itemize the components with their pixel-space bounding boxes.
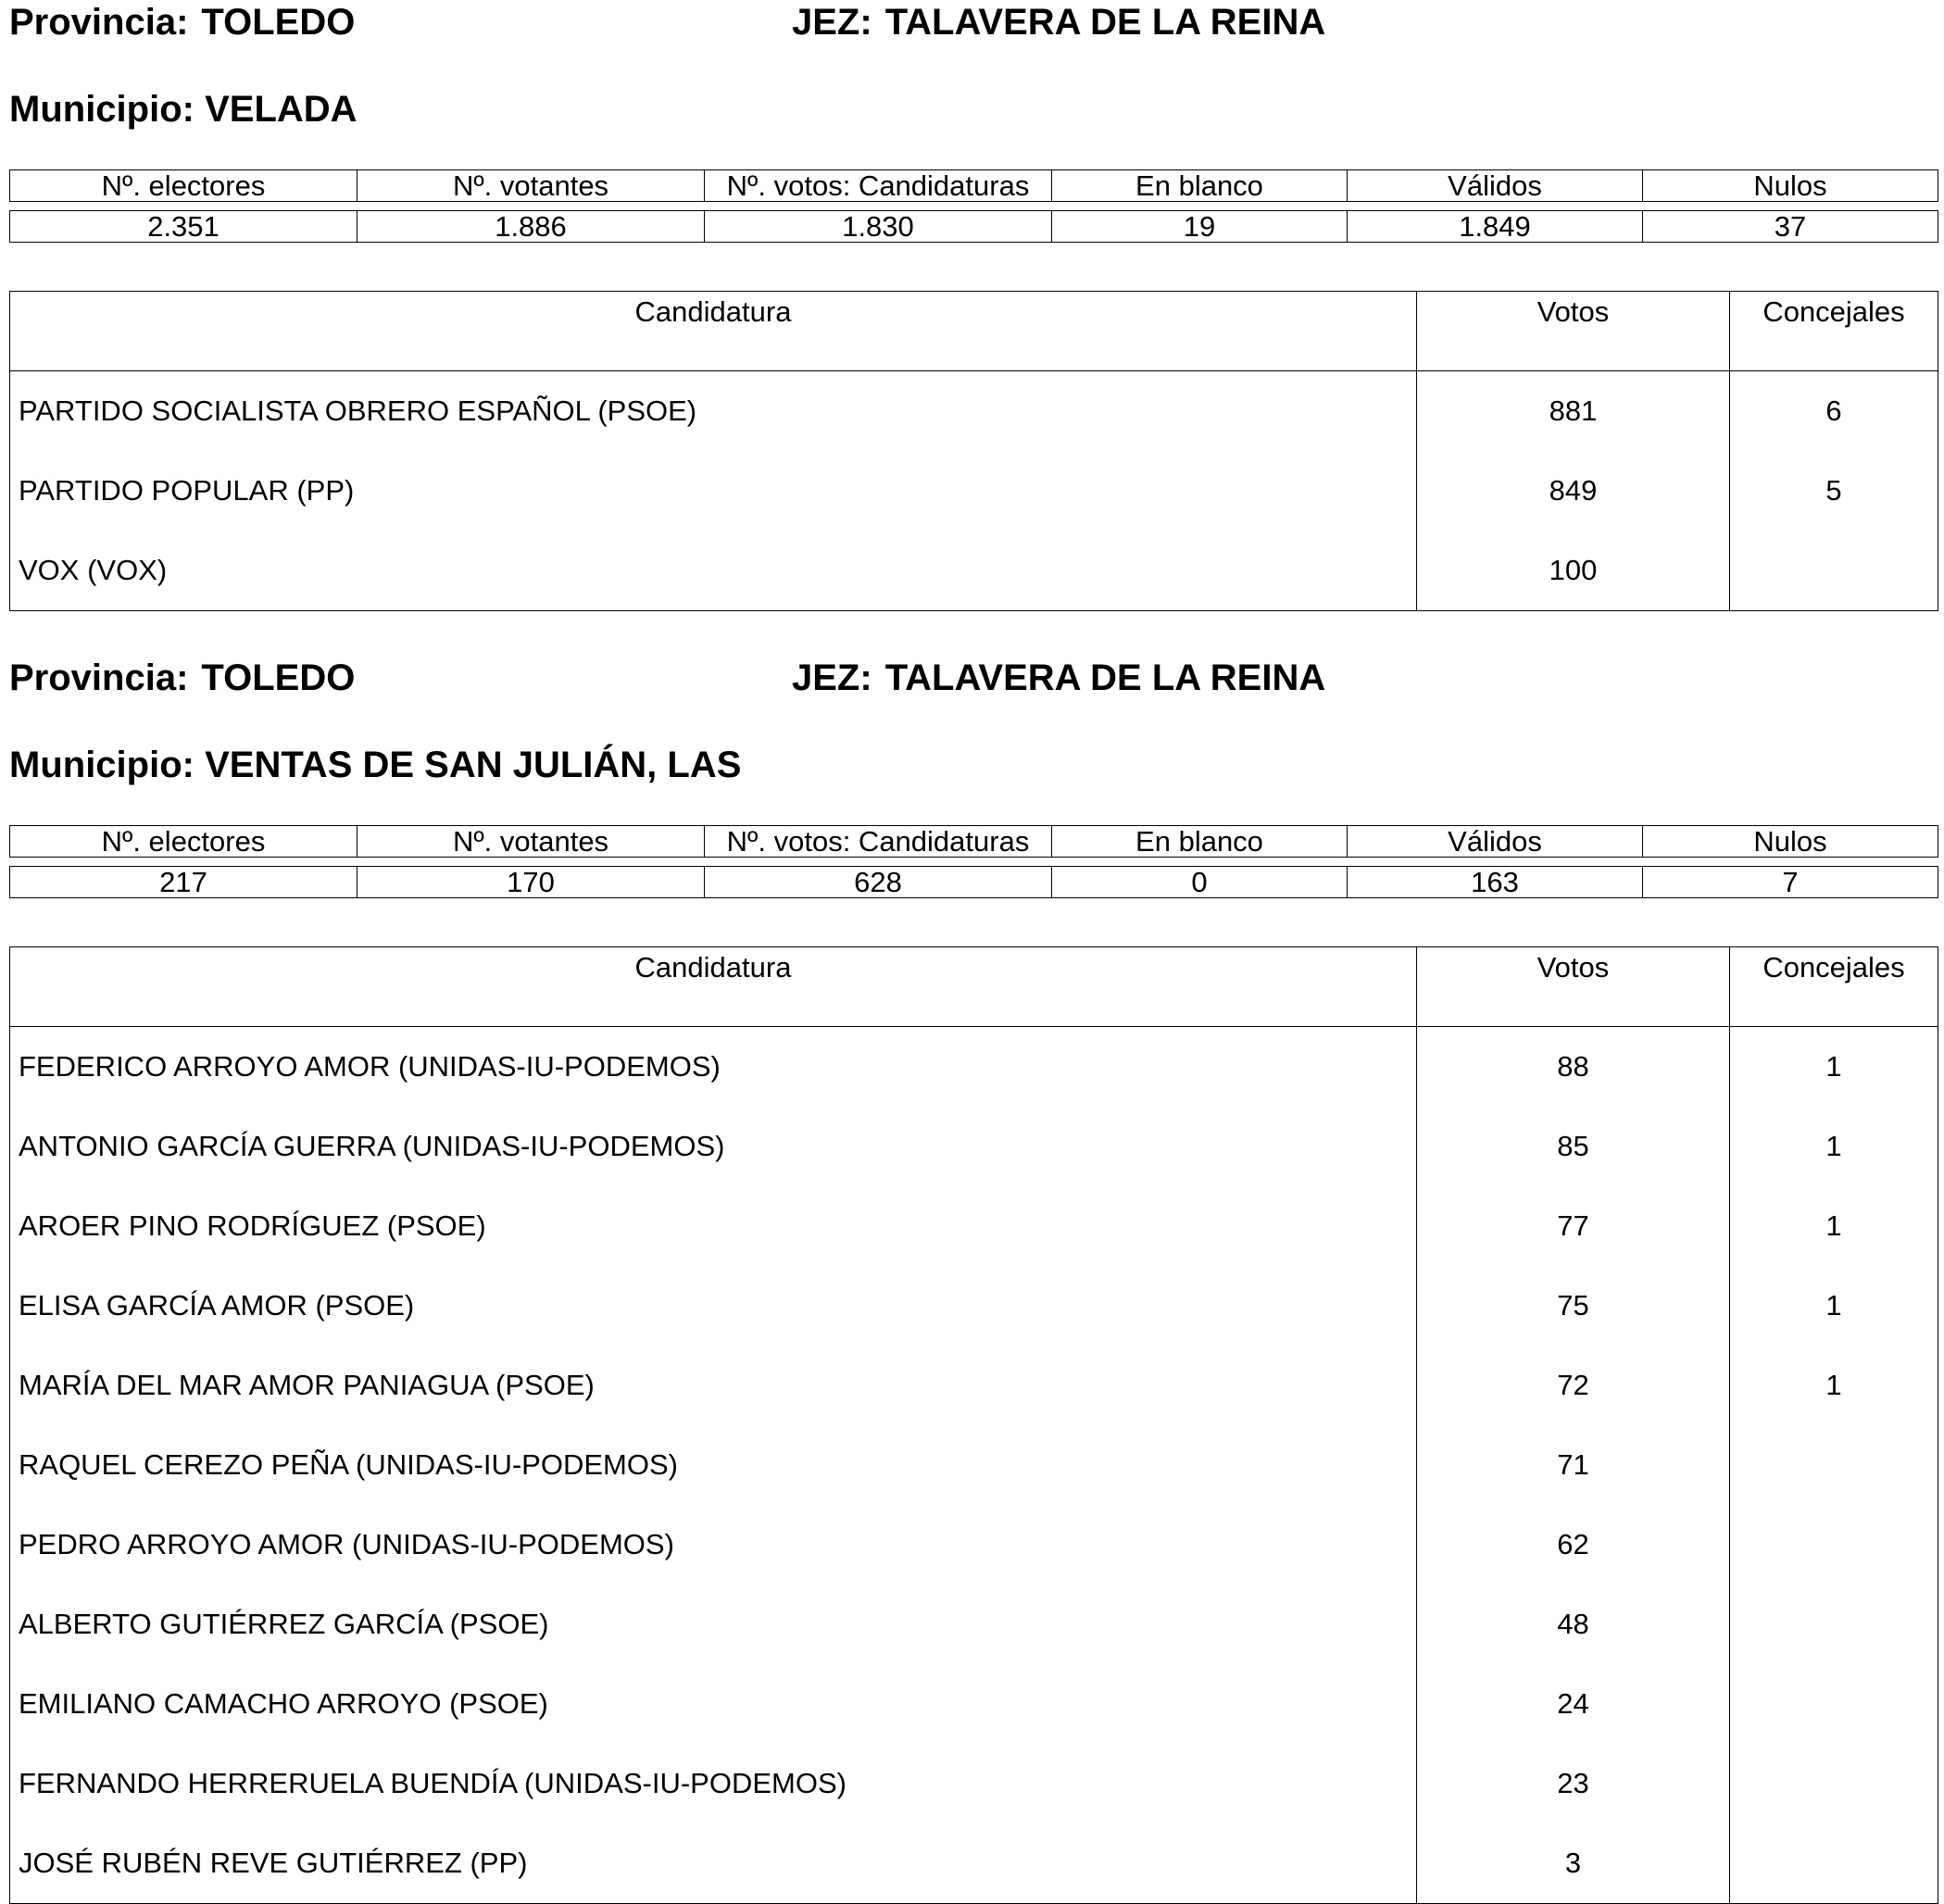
summary-value-cell: 170	[357, 867, 705, 898]
candidate-votos: 881	[1417, 371, 1730, 452]
summary-header-row	[10, 170, 1938, 202]
provincia-value: TOLEDO	[201, 658, 356, 698]
table-row	[10, 531, 1938, 611]
municipio-value: VENTAS DE SAN JULIÁN, LAS	[205, 745, 742, 785]
jez-value: TALAVERA DE LA REINA	[884, 658, 1326, 698]
candidatura-header: Candidatura	[10, 292, 1417, 371]
candidate-votos: 85	[1417, 1107, 1730, 1186]
municipio-heading	[9, 743, 741, 787]
candidate-votos: 100	[1417, 531, 1730, 611]
candidate-name: PEDRO ARROYO AMOR (UNIDAS-IU-PODEMOS)	[10, 1505, 1417, 1585]
summary-header-cell: Nº. votos: Candidaturas	[705, 170, 1052, 202]
municipio-heading	[9, 87, 357, 132]
summary-header-cell: Válidos	[1348, 826, 1643, 858]
summary-header-cell: Válidos	[1348, 170, 1643, 202]
candidate-concejales: 6	[1730, 371, 1938, 452]
summary-header-cell: En blanco	[1052, 170, 1348, 202]
candidate-votos: 71	[1417, 1425, 1730, 1505]
candidate-votos: 77	[1417, 1186, 1730, 1266]
jez-label: JEZ:	[792, 658, 872, 698]
municipio-value: VELADA	[205, 89, 357, 130]
candidate-name: RAQUEL CEREZO PEÑA (UNIDAS-IU-PODEMOS)	[10, 1425, 1417, 1505]
candidate-votos: 75	[1417, 1266, 1730, 1346]
candidate-concejales: 1	[1730, 1107, 1938, 1186]
provincia-heading	[9, 656, 355, 700]
summary-header-cell: Nº. votos: Candidaturas	[705, 826, 1052, 858]
candidate-concejales	[1730, 1425, 1938, 1505]
candidate-name: JOSÉ RUBÉN REVE GUTIÉRREZ (PP)	[10, 1823, 1417, 1904]
candidate-votos: 48	[1417, 1585, 1730, 1664]
table-row	[10, 1027, 1938, 1108]
votos-header: Votos	[1417, 947, 1730, 1027]
summary-value-cell: 0	[1052, 867, 1348, 898]
candidate-votos: 72	[1417, 1346, 1730, 1425]
provincia-label: Provincia:	[9, 658, 189, 698]
summary-value-cell: 1.849	[1348, 211, 1643, 243]
table-row	[10, 1186, 1938, 1266]
votos-header: Votos	[1417, 292, 1730, 371]
candidate-votos: 88	[1417, 1027, 1730, 1108]
candidate-concejales	[1730, 1823, 1938, 1904]
candidate-concejales	[1730, 531, 1938, 611]
provincia-heading	[9, 0, 355, 44]
table-row	[10, 1266, 1938, 1346]
candidate-name: FEDERICO ARROYO AMOR (UNIDAS-IU-PODEMOS)	[10, 1027, 1417, 1108]
summary-value-cell: 217	[10, 867, 357, 898]
candidate-concejales	[1730, 1664, 1938, 1744]
summary-header-cell: Nº. electores	[10, 170, 357, 202]
municipio-label: Municipio:	[9, 89, 194, 130]
candidate-name: PARTIDO SOCIALISTA OBRERO ESPAÑOL (PSOE)	[10, 371, 1417, 452]
summary-header-cell: Nº. electores	[10, 826, 357, 858]
summary-header-cell: Nº. votantes	[357, 170, 705, 202]
table-row	[10, 1585, 1938, 1664]
summary-value-row	[10, 211, 1938, 243]
candidates-header-row	[10, 292, 1938, 371]
provincia-value: TOLEDO	[201, 2, 356, 43]
summary-header-row	[10, 826, 1938, 858]
provincia-label: Provincia:	[9, 2, 189, 43]
summary-value-cell: 7	[1643, 867, 1938, 898]
jez-heading	[792, 656, 1325, 700]
summary-header-cell: Nº. votantes	[357, 826, 705, 858]
table-row	[10, 1505, 1938, 1585]
table-row	[10, 1425, 1938, 1505]
table-row	[10, 1107, 1938, 1186]
jez-heading	[792, 0, 1325, 44]
candidate-votos: 3	[1417, 1823, 1730, 1904]
table-row	[10, 1823, 1938, 1904]
table-row	[10, 1744, 1938, 1823]
summary-header-cell: Nulos	[1643, 826, 1938, 858]
candidate-votos: 849	[1417, 451, 1730, 531]
jez-label: JEZ:	[792, 2, 872, 43]
candidate-name: AROER PINO RODRÍGUEZ (PSOE)	[10, 1186, 1417, 1266]
summary-value-cell: 19	[1052, 211, 1348, 243]
table-row	[10, 451, 1938, 531]
candidatura-header: Candidatura	[10, 947, 1417, 1027]
candidate-concejales: 1	[1730, 1266, 1938, 1346]
candidate-name: ANTONIO GARCÍA GUERRA (UNIDAS-IU-PODEMOS)	[10, 1107, 1417, 1186]
municipio-label: Municipio:	[9, 745, 194, 785]
candidate-name: ELISA GARCÍA AMOR (PSOE)	[10, 1266, 1417, 1346]
summary-value-cell: 2.351	[10, 211, 357, 243]
candidate-name: PARTIDO POPULAR (PP)	[10, 451, 1417, 531]
candidate-votos: 24	[1417, 1664, 1730, 1744]
candidate-votos: 23	[1417, 1744, 1730, 1823]
candidate-concejales: 1	[1730, 1186, 1938, 1266]
summary-header-cell: En blanco	[1052, 826, 1348, 858]
summary-value-row	[10, 867, 1938, 898]
concejales-header: Concejales	[1730, 947, 1938, 1027]
summary-value-cell: 163	[1348, 867, 1643, 898]
summary-header-cell: Nulos	[1643, 170, 1938, 202]
candidate-votos: 62	[1417, 1505, 1730, 1585]
candidate-concejales	[1730, 1505, 1938, 1585]
candidate-name: MARÍA DEL MAR AMOR PANIAGUA (PSOE)	[10, 1346, 1417, 1425]
candidate-concejales	[1730, 1585, 1938, 1664]
summary-table	[9, 169, 1938, 243]
concejales-header: Concejales	[1730, 292, 1938, 371]
summary-value-cell: 628	[705, 867, 1052, 898]
summary-value-cell: 37	[1643, 211, 1938, 243]
candidates-table	[9, 291, 1938, 611]
jez-value: TALAVERA DE LA REINA	[884, 2, 1326, 43]
summary-value-cell: 1.830	[705, 211, 1052, 243]
table-row	[10, 371, 1938, 452]
summary-value-cell: 1.886	[357, 211, 705, 243]
candidate-concejales	[1730, 1744, 1938, 1823]
table-row	[10, 1346, 1938, 1425]
candidate-concejales: 5	[1730, 451, 1938, 531]
candidate-name: VOX (VOX)	[10, 531, 1417, 611]
table-row	[10, 1664, 1938, 1744]
summary-table	[9, 825, 1938, 898]
candidates-header-row	[10, 947, 1938, 1027]
candidates-table	[9, 946, 1938, 1904]
candidate-concejales: 1	[1730, 1027, 1938, 1108]
candidate-name: FERNANDO HERRERUELA BUENDÍA (UNIDAS-IU-PODEMOS)	[10, 1744, 1417, 1823]
candidate-concejales: 1	[1730, 1346, 1938, 1425]
candidate-name: EMILIANO CAMACHO ARROYO (PSOE)	[10, 1664, 1417, 1744]
candidate-name: ALBERTO GUTIÉRREZ GARCÍA (PSOE)	[10, 1585, 1417, 1664]
